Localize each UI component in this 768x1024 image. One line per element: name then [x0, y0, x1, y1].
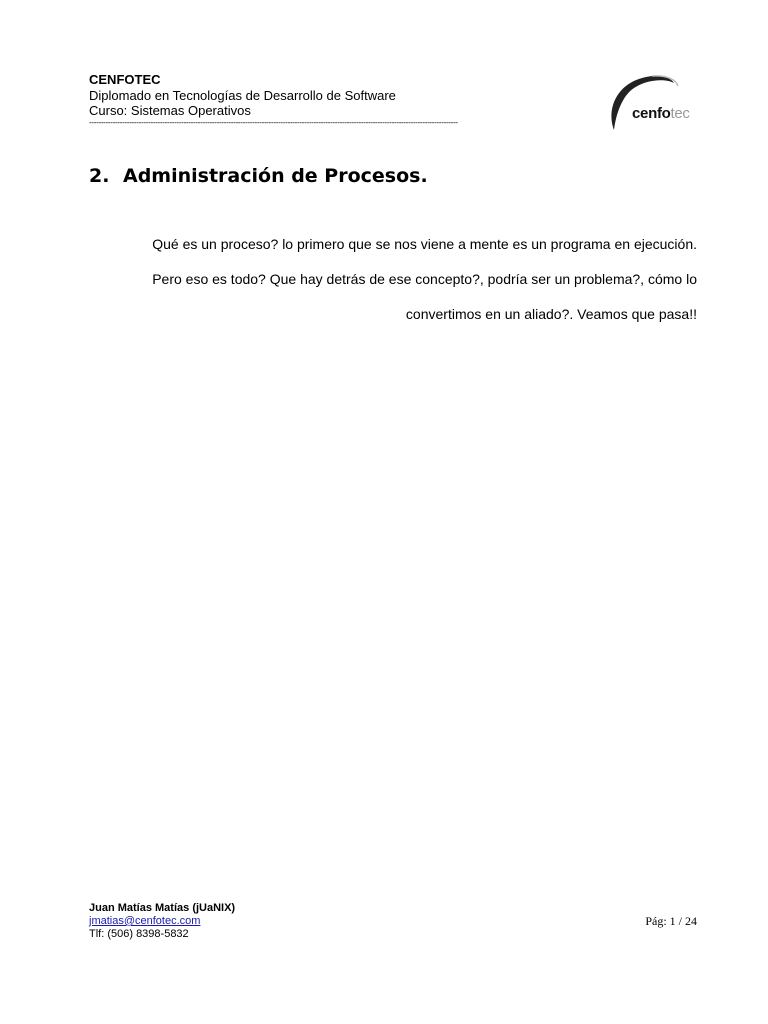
body-line-1: Qué es un proceso? lo primero que se nos viene a mente es un programa en ejecución.: [152, 236, 697, 252]
header-program: Diplomado en Tecnologías de Desarrollo de Software: [89, 88, 396, 103]
cenfotec-logo: [606, 74, 702, 132]
body-line-3: convertimos en un aliado?. Veamos que pasa!!: [405, 306, 697, 322]
logo-arc-icon: [606, 74, 702, 132]
page-number: Pág: 1 / 24: [645, 914, 697, 928]
body-line-2: Pero eso es todo? Que hay detrás de ese concepto?, podría ser un problema?, cómo lo: [152, 271, 697, 287]
header-dashed-rule: ------------------------------------------------------------------------------------------------------------------------------------------------------------: [89, 118, 458, 127]
logo-wordmark: [632, 105, 690, 123]
page-header: [89, 72, 609, 127]
section-heading: [89, 163, 428, 189]
section-title: Administración de Procesos.: [123, 165, 428, 187]
footer-email-link[interactable]: jmatias@cenfotec.com: [89, 915, 201, 927]
section-number: 2.: [89, 165, 110, 187]
logo-wordmark-light: tec: [670, 105, 690, 122]
logo-wordmark-bold: cenfo: [632, 105, 671, 122]
header-organization: CENFOTEC: [89, 72, 161, 87]
page-footer: [89, 902, 235, 941]
header-course: Curso: Sistemas Operativos: [89, 103, 251, 118]
footer-author: Juan Matías Matías (jUaNIX): [89, 902, 236, 914]
footer-phone: Tlf: (506) 8398-5832: [89, 928, 189, 940]
